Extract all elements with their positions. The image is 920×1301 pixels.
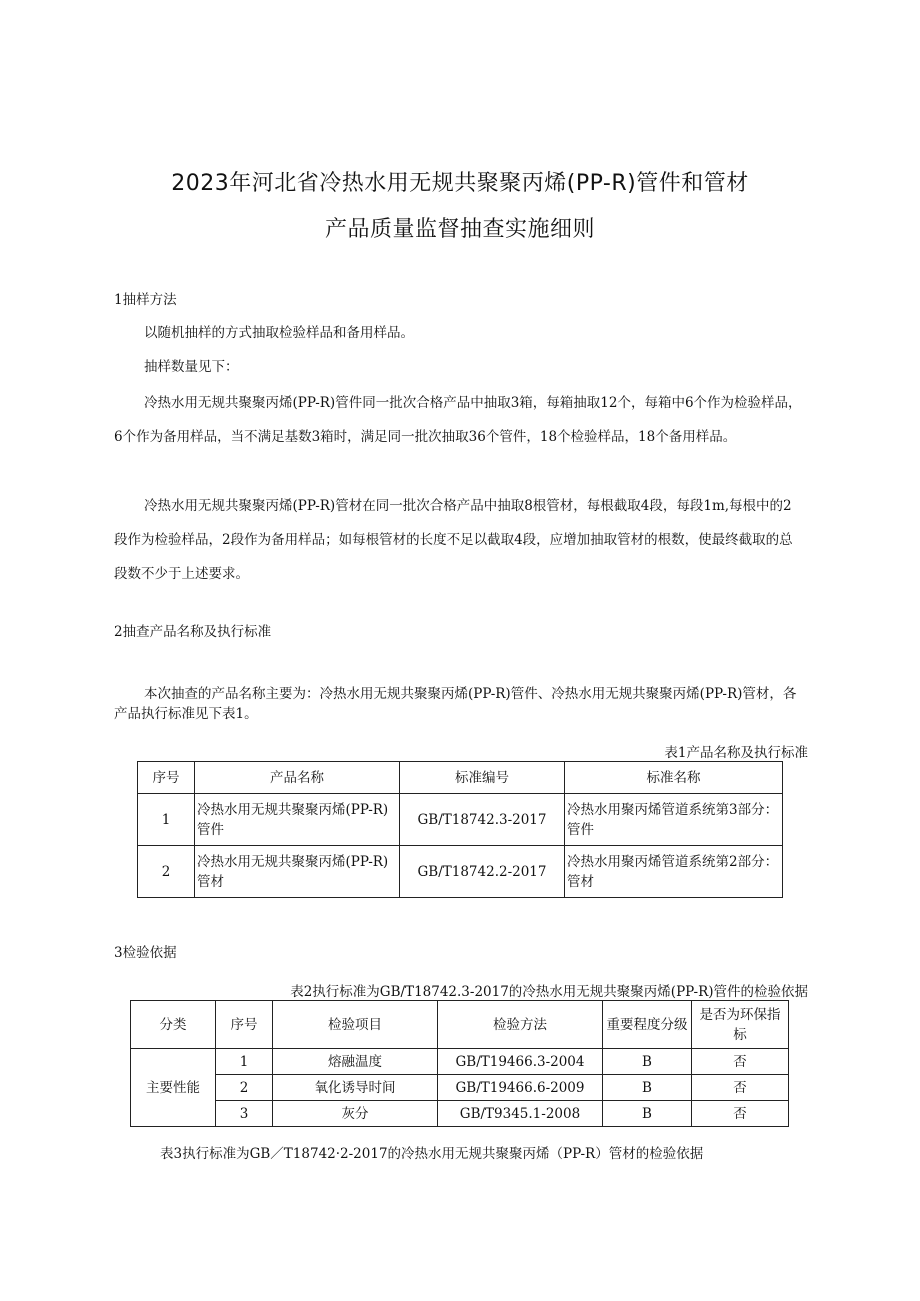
table1-cell-std: 冷热水用聚丙烯管道系统第3部分：管件	[565, 794, 783, 846]
table2-cell-eco: 否	[692, 1075, 789, 1101]
section2-heading: 2抽查产品名称及执行标准	[114, 624, 272, 640]
table2-cell-no: 2	[216, 1075, 273, 1101]
table1-cell-name: 冷热水用无规共聚聚丙烯(PP-R)管材	[195, 846, 400, 898]
section1-paragraph-4: 冷热水用无规共聚聚丙烯(PP-R)管材在同一批次合格产品中抽取8根管材，每根截取4段，每段1m,每根中的2段作为检验样品，2段作为备用样品；如每根管材的长度不足以截取4段，应增加抽取管材的根数，使最终截取的总段数不少于上述要求。	[114, 498, 793, 582]
table2-cell-item: 熔融温度	[273, 1049, 438, 1075]
table-row	[138, 794, 783, 846]
table3-caption: 表3执行标准为GB／T18742·2-2017的冷热水用无规共聚聚丙烯（PP-R）管材的检验依据	[160, 1146, 704, 1162]
document-title-line1: 2023年河北省冷热水用无规共聚聚丙烯(PP-R)管件和管材	[171, 171, 749, 196]
table2-category-cell: 主要性能	[131, 1049, 216, 1127]
table2-cell-no: 1	[216, 1049, 273, 1075]
table2-cell-grade: B	[603, 1075, 692, 1101]
table2-cell-eco: 否	[692, 1049, 789, 1075]
table2-cell-method: GB/T19466.6-2009	[438, 1075, 603, 1101]
table1-cell-name: 冷热水用无规共聚聚丙烯(PP-R)管件	[195, 794, 400, 846]
table2-header-row	[131, 1001, 789, 1049]
table1-cell-no: 2	[138, 846, 195, 898]
section1-heading: 1抽样方法	[114, 292, 177, 308]
table2-header-cell: 分类	[131, 1001, 216, 1049]
table-row	[131, 1075, 789, 1101]
table2-cell-method: GB/T9345.1-2008	[438, 1101, 603, 1127]
document-title-line2: 产品质量监督抽查实施细则	[324, 217, 595, 242]
table2-cell-grade: B	[603, 1101, 692, 1127]
section2-paragraph-1: 本次抽查的产品名称主要为：冷热水用无规共聚聚丙烯(PP-R)管件、冷热水用无规共聚聚丙烯(PP-R)管材，各产品执行标准见下表1。	[114, 686, 797, 722]
table-row	[138, 846, 783, 898]
table1-header-cell: 序号	[138, 762, 195, 794]
table1-header-cell: 标准编号	[400, 762, 565, 794]
table-row	[131, 1101, 789, 1127]
table1-product-standards	[137, 761, 783, 898]
table2-header-cell: 检验项目	[273, 1001, 438, 1049]
table2-header-cell: 序号	[216, 1001, 273, 1049]
table1-header-cell: 产品名称	[195, 762, 400, 794]
table1-caption: 表1产品名称及执行标准	[664, 745, 808, 761]
section1-paragraph-1: 以随机抽样的方式抽取检验样品和备用样品。	[144, 325, 414, 341]
table2-caption: 表2执行标准为GB/T18742.3-2017的冷热水用无规共聚聚丙烯(PP-R)管件的检验依据	[290, 984, 808, 1000]
table1-cell-code: GB/T18742.2-2017	[400, 846, 565, 898]
table1-header-cell: 标准名称	[565, 762, 783, 794]
table1-cell-no: 1	[138, 794, 195, 846]
table2-header-cell: 重要程度分级	[603, 1001, 692, 1049]
table2-header-cell: 是否为环保指标	[692, 1001, 789, 1049]
section1-paragraph-3: 冷热水用无规共聚聚丙烯(PP-R)管件同一批次合格产品中抽取3箱，每箱抽取12个，每箱中6个作为检验样品，6个作为备用样品，当不满足基数3箱时，满足同一批次抽取36个管件，18个检验样品，18个备用样品。	[114, 395, 802, 445]
section3-heading: 3检验依据	[114, 945, 177, 961]
table2-cell-eco: 否	[692, 1101, 789, 1127]
table2-header-cell: 检验方法	[438, 1001, 603, 1049]
section1-paragraph-2: 抽样数量见下：	[144, 359, 239, 375]
table2-cell-item: 灰分	[273, 1101, 438, 1127]
table2-cell-method: GB/T19466.3-2004	[438, 1049, 603, 1075]
table1-cell-std: 冷热水用聚丙烯管道系统第2部分：管材	[565, 846, 783, 898]
table2-cell-grade: B	[603, 1049, 692, 1075]
table2-cell-no: 3	[216, 1101, 273, 1127]
table-row	[131, 1049, 789, 1075]
table1-cell-code: GB/T18742.3-2017	[400, 794, 565, 846]
table1-header-row	[138, 762, 783, 794]
table2-inspection-basis	[130, 1000, 789, 1127]
table2-cell-item: 氧化诱导时间	[273, 1075, 438, 1101]
